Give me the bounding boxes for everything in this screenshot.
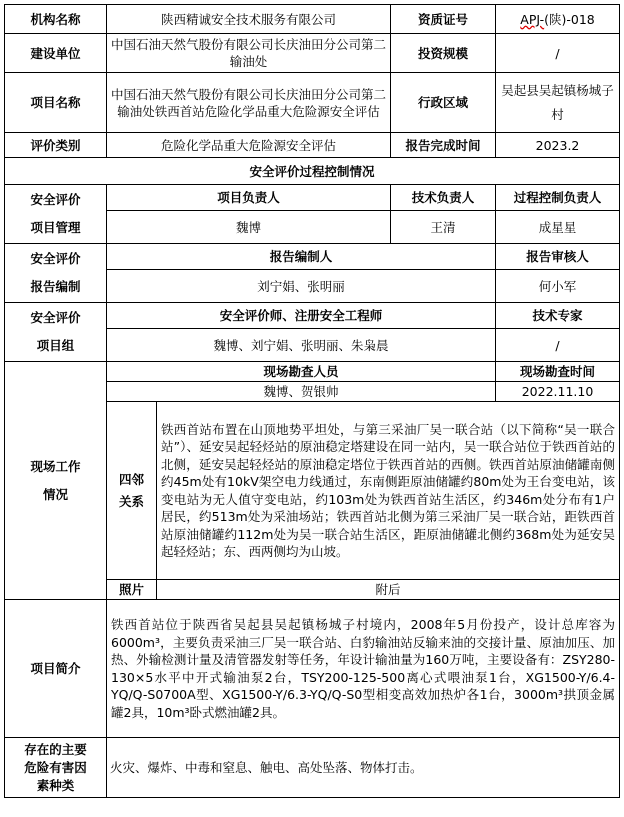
report-label	[5, 244, 107, 303]
region-label: 行政区域	[391, 73, 496, 133]
project-lead-header: 项目负责人	[107, 185, 391, 211]
photos-value: 附后	[157, 580, 620, 600]
builder-value: 中国石油天然气股份有限公司长庆油田分公司第二输油处	[107, 34, 391, 73]
project-lead-value: 魏博	[107, 211, 391, 244]
management-label	[5, 185, 107, 244]
neighbors-text: 铁西首站布置在山顶地势平坦处，与第三采油厂吴一联合站（以下简称“吴一联合站”）、延安吴起轻烃站的原油稳定塔建设在同一站内，吴一联合站位于铁西首站的北侧，延安吴起轻烃站的原油稳定塔位于铁西首站的西侧。铁西首站原油储罐南侧约45m处有10kV架空电力线通过，东南侧距原油储罐约80m处为王台变电站，该变电站为无人值守变电站，约103m处为铁西首站生活区，约346m处分布有1户居民，约513m处为采油场站；铁西首站北侧为第三采油厂吴一联合站，距铁西首站原油储罐约112m处为吴一联合站生活区，距原油储罐北侧约368m处为延安吴起轻烃站；东、西两侧均为山坡。	[157, 402, 620, 580]
project-row	[5, 73, 620, 133]
survey-header-row	[5, 362, 620, 382]
survey-staff-value: 魏博、贺银帅	[107, 382, 496, 402]
report-label-line2: 报告编制	[30, 279, 81, 294]
reviewer-header: 报告审核人	[496, 244, 620, 270]
experts-header: 技术专家	[496, 303, 620, 329]
hazards-label-line2: 危险有害因	[24, 759, 87, 775]
region-value: 吴起县吴起镇杨城子村	[496, 73, 620, 133]
intro-text: 铁西首站位于陕西省吴起县吴起镇杨城子村境内，2008年5月份投产，设计总库容为6000m³，主要负责采油三厂吴一联合站、白豹输油站反输来油的交接计量、原油加压、加热、外输检测计量及清管器发射等任务，年设计输油量为160万吨，主要设备有：ZSY280-130×5水平中开式输油泵2台，TSY200-125-500离心式喂油泵1台，XG1500-Y/6.4-YQ/Q-S0700A型、XG1500-Y/6.3-YQ/Q-S0型相变高效加热炉各1台，3000m³拱顶金属罐2具，10m³卧式燃油罐2具。	[107, 600, 620, 738]
builder-row	[5, 34, 620, 73]
author-header: 报告编制人	[107, 244, 496, 270]
survey-label-line1: 现场工作	[30, 458, 81, 474]
engineers-value: 魏博、刘宁娟、张明丽、朱枭晨	[107, 329, 496, 362]
cert-suffix: (陕)-018	[544, 11, 595, 27]
engineers-header: 安全评价师、注册安全工程师	[107, 303, 496, 329]
team-label-line1: 安全评价	[30, 310, 81, 325]
cert-prefix: APJ-	[520, 11, 545, 27]
tech-lead-value: 王清	[391, 211, 496, 244]
cert-label: 资质证号	[391, 5, 496, 34]
report-label-line1: 安全评价	[30, 251, 81, 266]
cert-value	[496, 5, 620, 34]
process-lead-header: 过程控制负责人	[496, 185, 620, 211]
section-title: 安全评价过程控制情况	[5, 158, 620, 185]
hazards-label-line1: 存在的主要	[24, 741, 87, 757]
section-title-row	[5, 158, 620, 185]
management-label-line2: 项目管理	[30, 220, 81, 235]
hazards-value: 火灾、爆炸、中毒和窒息、触电、高处坠落、物体打击。	[107, 738, 620, 798]
category-row	[5, 133, 620, 158]
survey-time-value: 2022.11.10	[496, 382, 620, 402]
report-date-value: 2023.2	[496, 133, 620, 158]
neighbors-label-line1: 四邻	[118, 471, 144, 487]
intro-row	[5, 600, 620, 738]
survey-label-line2: 情况	[42, 486, 68, 502]
hazards-label	[5, 738, 107, 798]
survey-time-header: 现场勘查时间	[496, 362, 620, 382]
evaluation-info-table	[4, 4, 620, 798]
hazards-label-line3: 素种类	[36, 777, 75, 793]
process-lead-value: 成星星	[496, 211, 620, 244]
reviewer-value: 何小军	[496, 270, 620, 303]
management-header-row	[5, 185, 620, 211]
team-header-row	[5, 303, 620, 329]
org-name-value: 陕西精诚安全技术服务有限公司	[107, 5, 391, 34]
survey-label	[5, 362, 107, 600]
intro-label: 项目简介	[5, 600, 107, 738]
invest-value: /	[496, 34, 620, 73]
category-value: 危险化学品重大危险源安全评估	[107, 133, 391, 158]
team-label-line2: 项目组	[36, 338, 75, 353]
category-label: 评价类别	[5, 133, 107, 158]
org-name-label: 机构名称	[5, 5, 107, 34]
hazards-row	[5, 738, 620, 798]
management-label-line1: 安全评价	[30, 192, 81, 207]
builder-label: 建设单位	[5, 34, 107, 73]
photos-label: 照片	[107, 580, 157, 600]
neighbors-label-line2: 关系	[118, 493, 144, 509]
tech-lead-header: 技术负责人	[391, 185, 496, 211]
survey-staff-header: 现场勘查人员	[107, 362, 496, 382]
experts-value: /	[496, 329, 620, 362]
invest-label: 投资规模	[391, 34, 496, 73]
neighbors-label	[107, 402, 157, 580]
project-value: 中国石油天然气股份有限公司长庆油田分公司第二输油处铁西首站危险化学品重大危险源安全评估	[107, 73, 391, 133]
team-label	[5, 303, 107, 362]
report-header-row	[5, 244, 620, 270]
org-row	[5, 5, 620, 34]
author-value: 刘宁娟、张明丽	[107, 270, 496, 303]
report-date-label: 报告完成时间	[391, 133, 496, 158]
project-label: 项目名称	[5, 73, 107, 133]
